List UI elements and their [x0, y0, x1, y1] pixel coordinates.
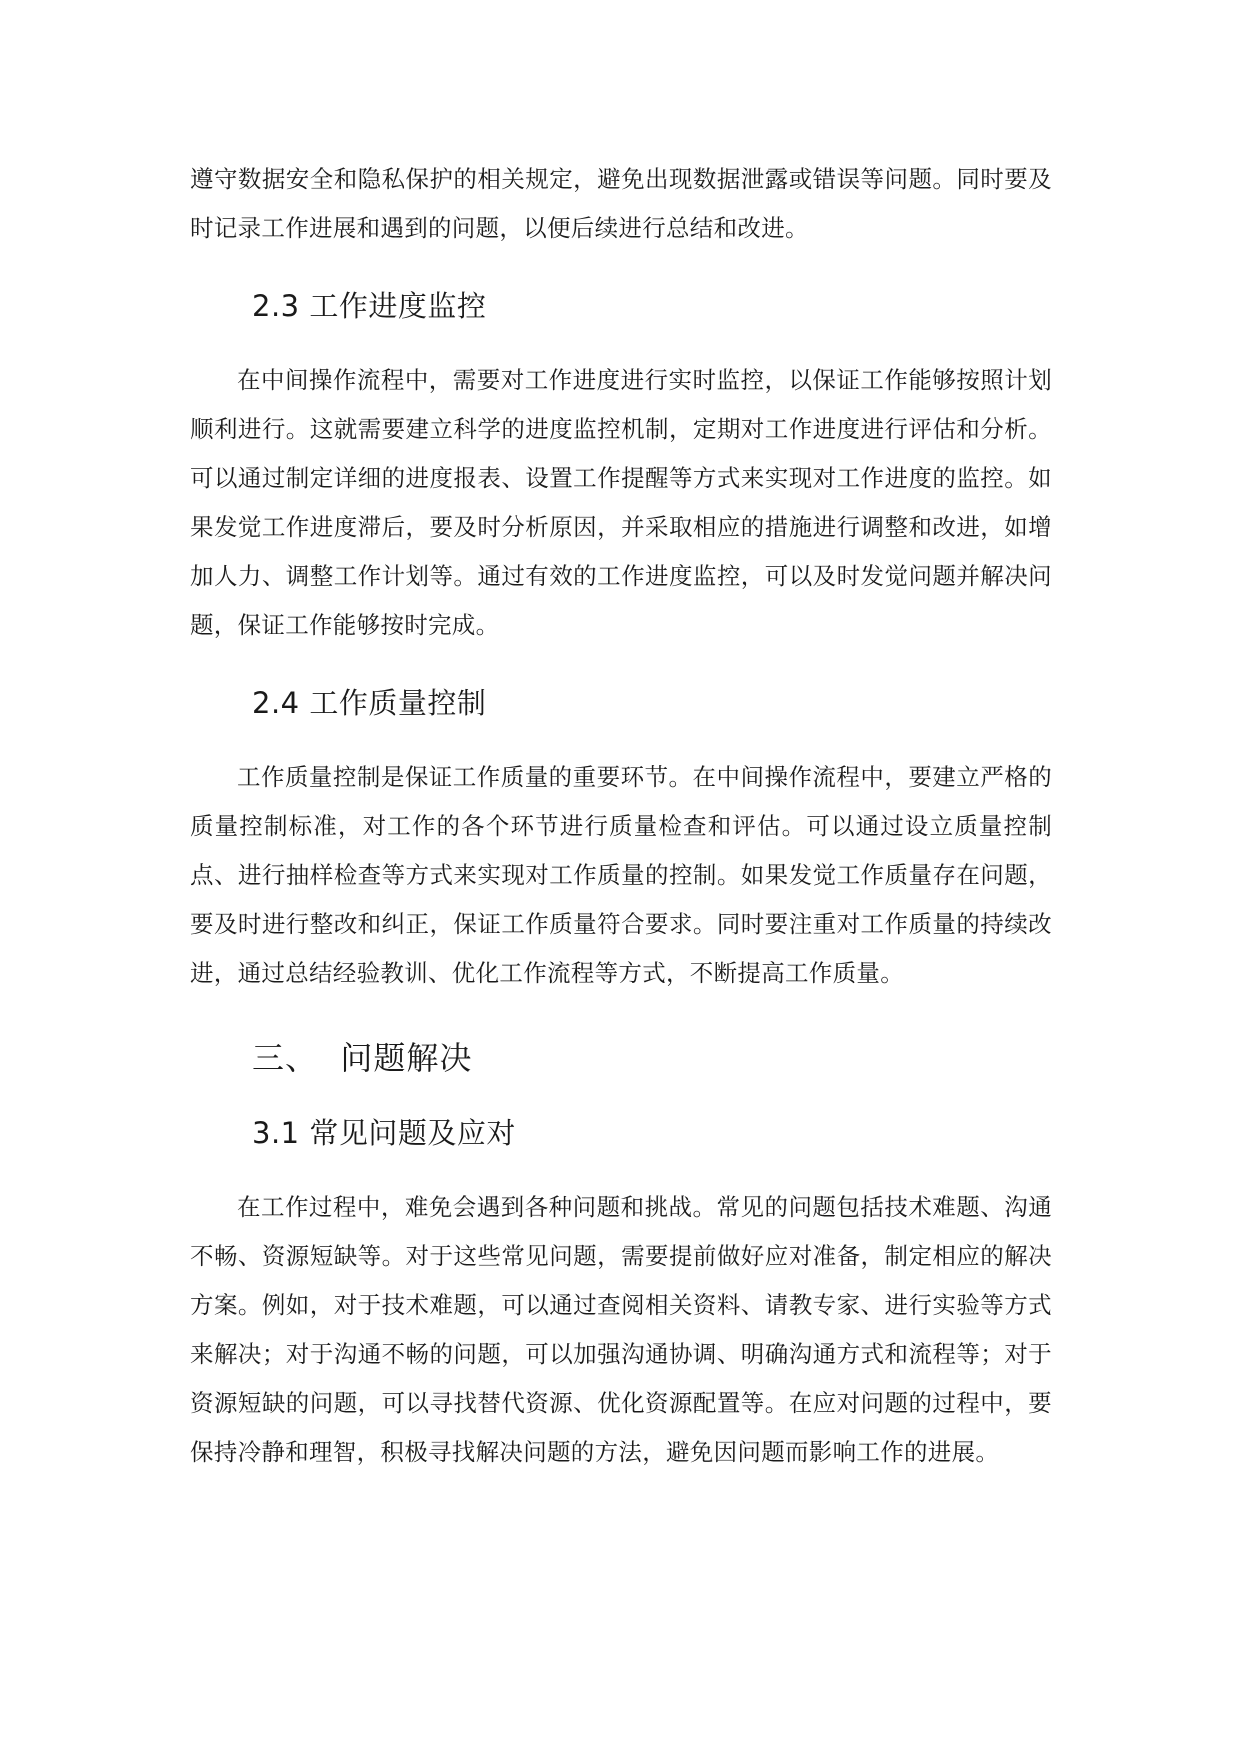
continued-paragraph: 遵守数据安全和隐私保护的相关规定，避免出现数据泄露或错误等问题。同时要及时记录工作进展和遇到的问题，以便后续进行总结和改进。 — [190, 165, 1052, 242]
section-heading-3-1: 3.1 常见问题及应对 — [252, 1116, 516, 1150]
paragraph-progress-monitoring: 在中间操作流程中，需要对工作进度进行实时监控，以保证工作能够按照计划顺利进行。这就需要建立科学的进度监控机制，定期对工作进度进行评估和分析。可以通过制定详细的进度报表、设置工作提醒等方式来实现对工作进度的监控。如果发觉工作进度滞后，要及时分析原因，并采取相应的措施进行调整和改进，如增加人力、调整工作计划等。通过有效的工作进度监控，可以及时发觉问题并解决问题，保证工作能够按时完成。 — [190, 366, 1052, 639]
document-body — [190, 155, 1052, 1477]
paragraph-common-problems: 在工作过程中，难免会遇到各种问题和挑战。常见的问题包括技术难题、沟通不畅、资源短缺等。对于这些常见问题，需要提前做好应对准备，制定相应的解决方案。例如，对于技术难题，可以通过查阅相关资料、请教专家、进行实验等方式来解决；对于沟通不畅的问题，可以加强沟通协调、明确沟通方式和流程等；对于资源短缺的问题，可以寻找替代资源、优化资源配置等。在应对问题的过程中，要保持冷静和理智，积极寻找解决问题的方法，避免因问题而影响工作的进展。 — [190, 1193, 1052, 1466]
paragraph-quality-control: 工作质量控制是保证工作质量的重要环节。在中间操作流程中，要建立严格的质量控制标准，对工作的各个环节进行质量检查和评估。可以通过设立质量控制点、进行抽样检查等方式来实现对工作质量的控制。如果发觉工作质量存在问题，要及时进行整改和纠正，保证工作质量符合要求。同时要注重对工作质量的持续改进，通过总结经验教训、优化工作流程等方式，不断提高工作质量。 — [190, 763, 1052, 987]
section-heading-2-4: 2.4 工作质量控制 — [252, 686, 487, 720]
section-heading-2-3: 2.3 工作进度监控 — [252, 289, 487, 323]
chapter-heading-3: 三、 问题解决 — [252, 1039, 473, 1077]
